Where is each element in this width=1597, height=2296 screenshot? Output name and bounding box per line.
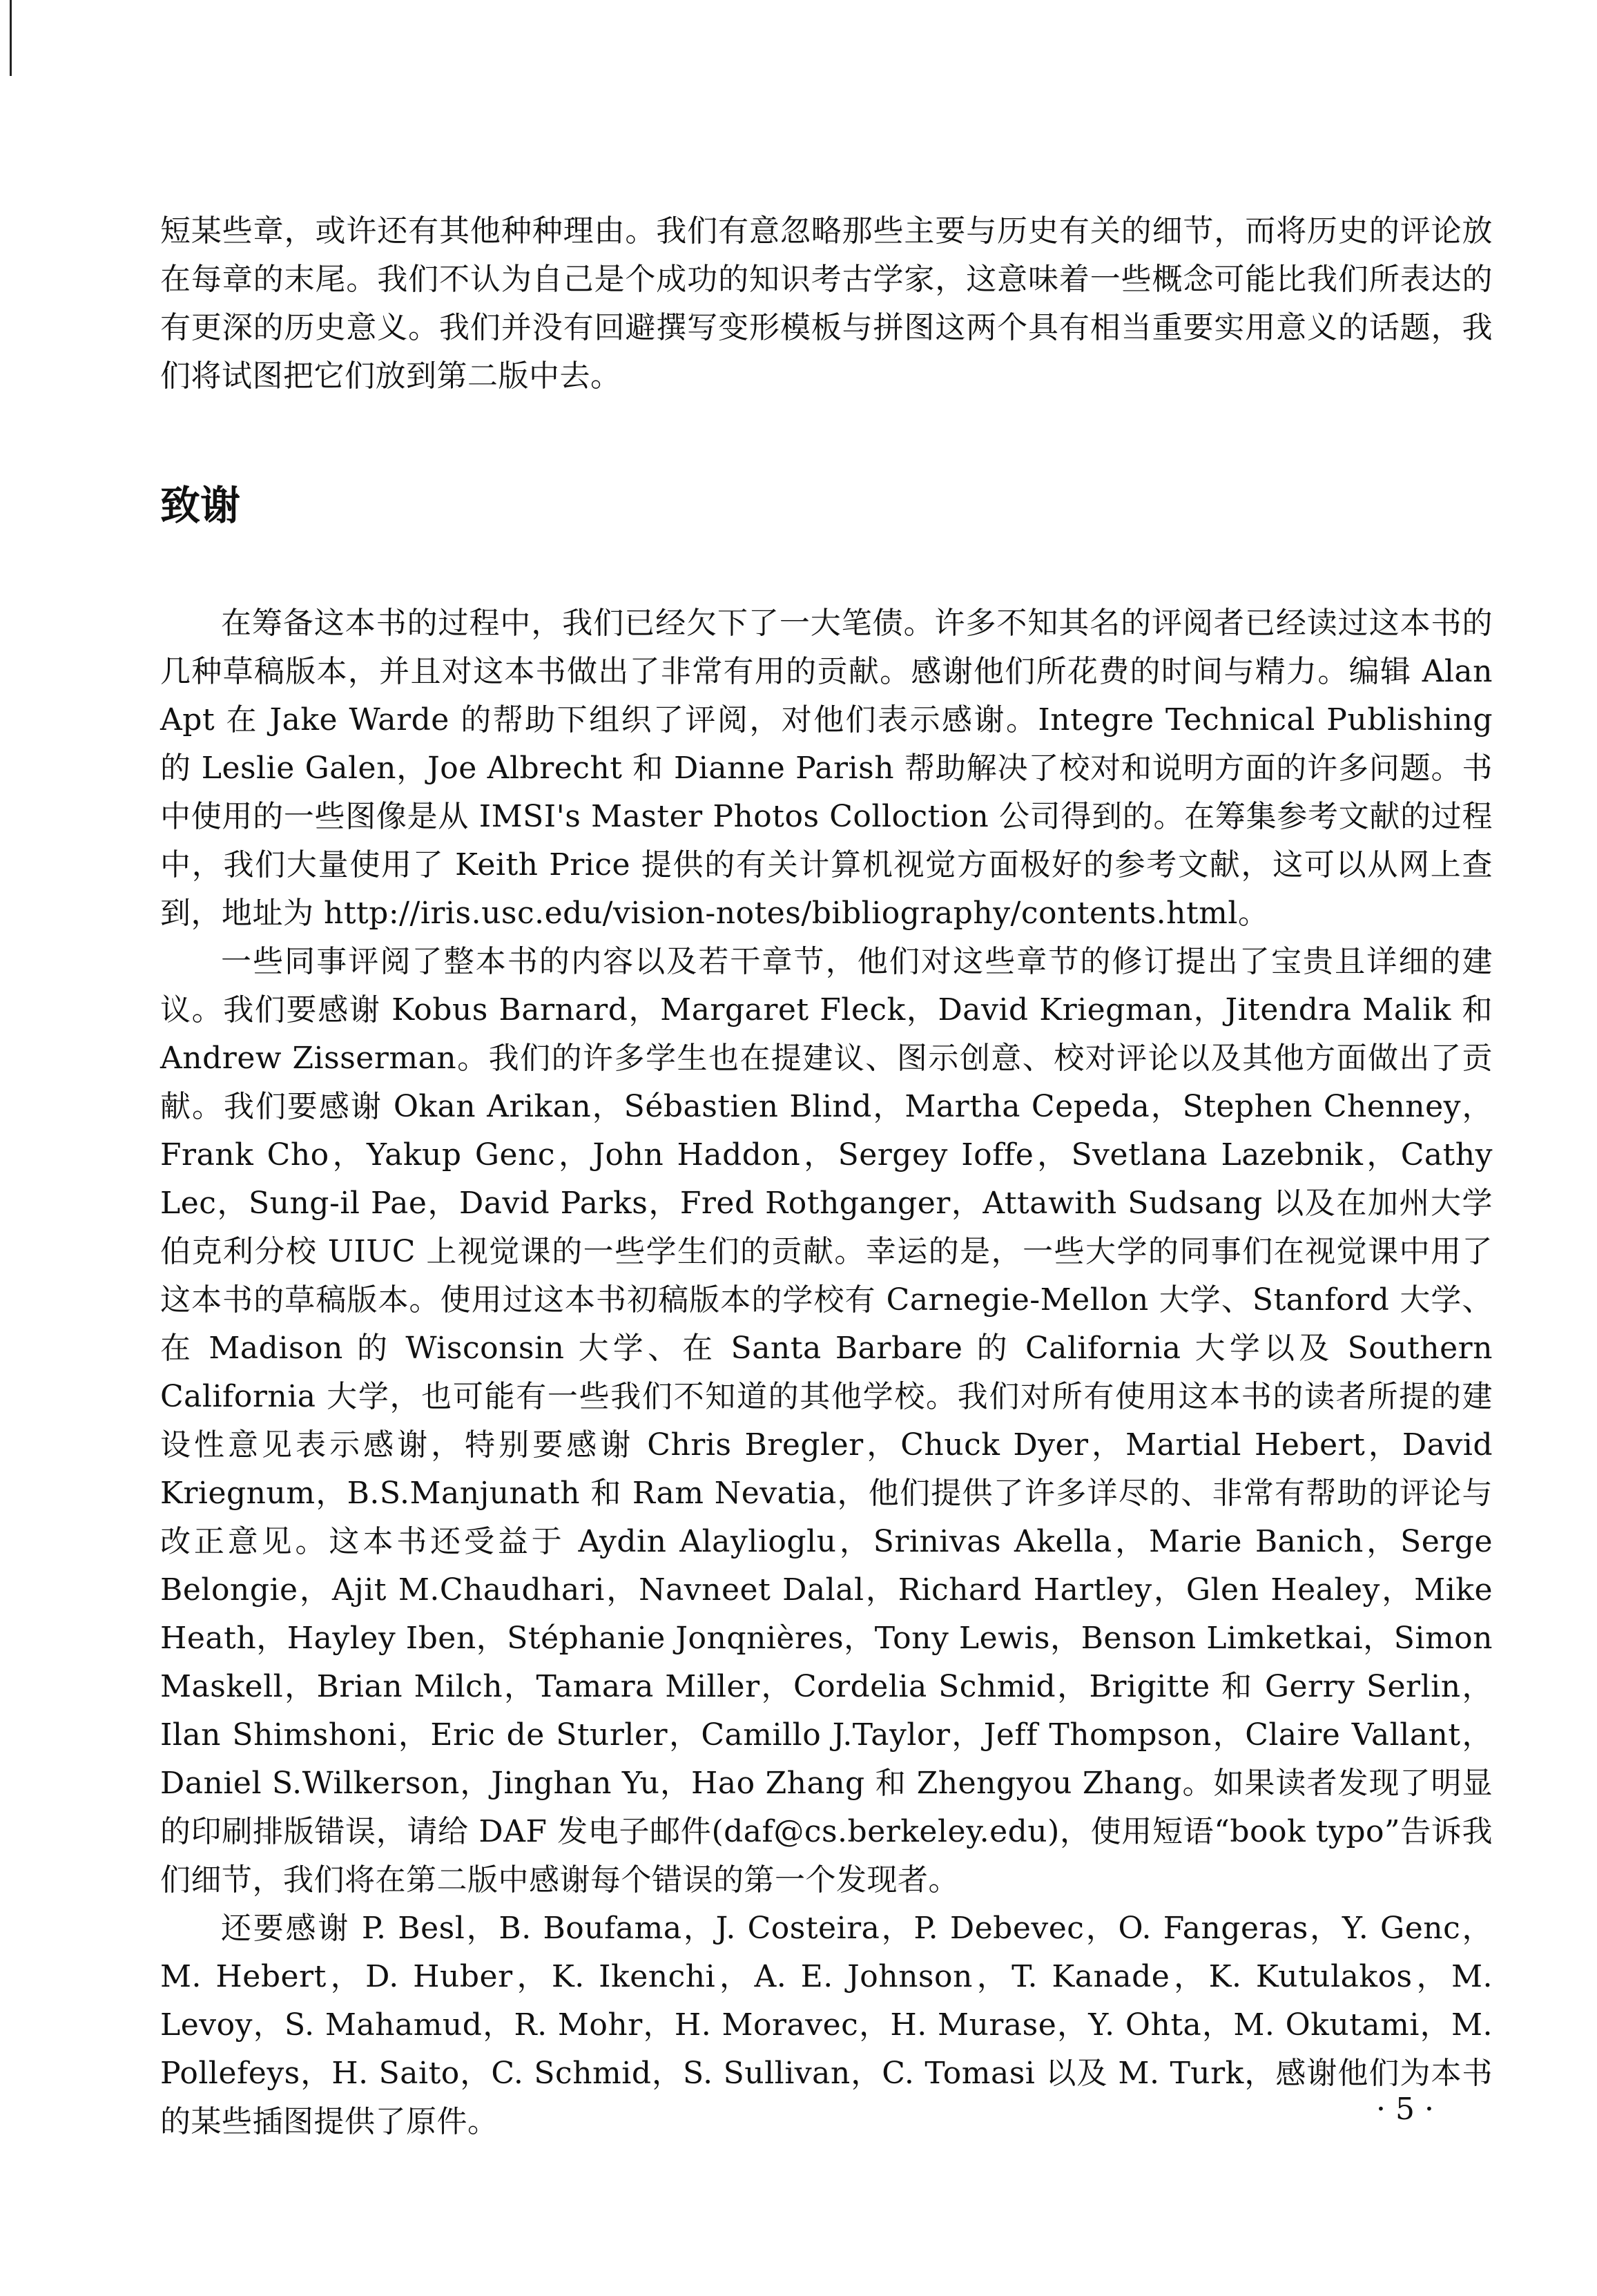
intro-paragraph: 短某些章，或许还有其他种种理由。我们有意忽略那些主要与历史有关的细节，而将历史的评论放在每章的末尾。我们不认为自己是个成功的知识考古学家，这意味着一些概念可能比我们所表达的有更深的历史意义。我们并没有回避撰写变形模板与拼图这两个具有相当重要实用意义的话题，我们将试图把它们放到第二版中去。 [160, 213, 1493, 394]
page-number: · 5 · [1376, 2092, 1434, 2127]
scan-edge-line [10, 0, 12, 76]
acknowledgement-paragraph-3: 还要感谢 P. Besl，B. Boufama，J. Costeira，P. Debevec，O. Fangeras，Y. Genc，M. Hebert，D. Huber，K. Ikenchi，A. E. Johnson，T. Kanade，K. Kutulakos，M. Levoy，S. Mahamud，R. Mohr，H. Moravec，H. Murase，Y. Ohta，M. Okutami，M. Pollefeys，H. Saito，C. Schmid，S. Sullivan，C. Tomasi 以及 M. Turk，感谢他们为本书的某些插图提供了原件。 [160, 1911, 1493, 2139]
section-title: 致谢 [160, 482, 241, 529]
acknowledgement-paragraph-2: 一些同事评阅了整本书的内容以及若干章节，他们对这些章节的修订提出了宝贵且详细的建议。我们要感谢 Kobus Barnard，Margaret Fleck，David Kriegman，Jitendra Malik 和 Andrew Zisserman。我们的许多学生也在提建议、图示创意、校对评论以及其他方面做出了贡献。我们要感谢 Okan Arikan，Sébastien Blind，Martha Cepeda，Stephen Chenney，Frank Cho，Yakup Genc，John Haddon，Sergey Ioffe，Svetlana Lazebnik，Cathy Lec，Sung-il Pae，David Parks，Fred Rothganger，Attawith Sudsang 以及在加州大学伯克利分校 UIUC 上视觉课的一些学生们的贡献。幸运的是，一些大学的同事们在视觉课中用了这本书的草稿版本。使用过这本书初稿版本的学校有 Carnegie-Mellon 大学、Stanford 大学、在 Madison 的 Wisconsin 大学、在 Santa Barbare 的 California 大学以及 Southern California 大学，也可能有一些我们不知道的其他学校。我们对所有使用这本书的读者所提的建设性意见表示感谢，特别要感谢 Chris Bregler，Chuck Dyer，Martial Hebert，David Kriegnum，B.S.Manjunath 和 Ram Nevatia，他们提供了许多详尽的、非常有帮助的评论与改正意见。这本书还受益于 Aydin Alaylioglu，Srinivas Akella，Marie Banich，Serge Belongie，Ajit M.Chaudhari，Navneet Dalal，Richard Hartley，Glen Healey，Mike Heath，Hayley Iben，Stéphanie Jonqnières，Tony Lewis，Benson Limketkai，Simon Maskell，Brian Milch，Tamara Miller，Cordelia Schmid，Brigitte 和 Gerry Serlin，Ilan Shimshoni，Eric de Sturler，Camillo J.Taylor，Jeff Thompson，Claire Vallant，Daniel S.Wilkerson，Jinghan Yu，Hao Zhang 和 Zhengyou Zhang。如果读者发现了明显的印刷排版错误，请给 DAF 发电子邮件(daf@cs.berkeley.edu)，使用短语“book typo”告诉我们细节，我们将在第二版中感谢每个错误的第一个发现者。 [160, 944, 1493, 1898]
page-body [160, 207, 1493, 2146]
acknowledgement-paragraph-1: 在筹备这本书的过程中，我们已经欠下了一大笔债。许多不知其名的评阅者已经读过这本书的几种草稿版本，并且对这本书做出了非常有用的贡献。感谢他们所花费的时间与精力。编辑 Alan Apt 在 Jake Warde 的帮助下组织了评阅，对他们表示感谢。Integre Technical Publishing 的 Leslie Galen，Joe Albrecht 和 Dianne Parish 帮助解决了校对和说明方面的许多问题。书中使用的一些图像是从 IMSI's Master Photos Colloction 公司得到的。在筹集参考文献的过程中，我们大量使用了 Keith Price 提供的有关计算机视觉方面极好的参考文献，这可以从网上查到，地址为 http://iris.usc.edu/vision-notes/bibliography/contents.html。 [160, 606, 1493, 931]
